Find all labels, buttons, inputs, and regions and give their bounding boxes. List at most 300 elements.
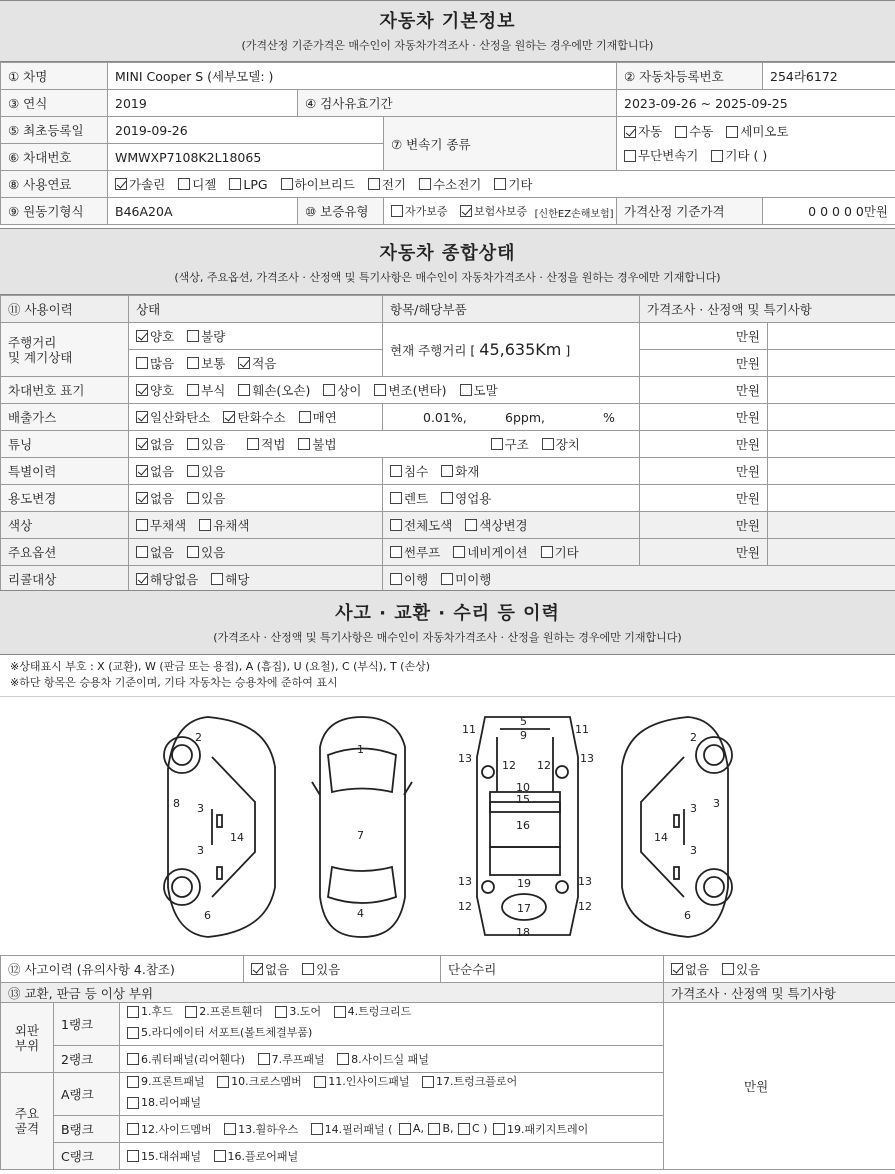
price-cell [763, 198, 895, 225]
part-num: 8 [173, 797, 180, 810]
emission-smoke-checkbox[interactable]: 매연 [299, 408, 337, 426]
usage-opts2 [383, 485, 640, 512]
checkbox-mark [127, 1053, 139, 1065]
checkbox-mark [127, 1097, 139, 1109]
warranty-self-checkbox[interactable]: 자가보증 [391, 203, 448, 219]
checkbox-mark [465, 519, 477, 531]
mileage-item [383, 323, 640, 377]
checkbox-mark [314, 1076, 326, 1088]
vin-damage-checkbox[interactable]: 훼손(오손) [238, 381, 310, 399]
options-opts [129, 539, 383, 566]
warranty-ins-checkbox[interactable]: 보험사보증 [460, 203, 527, 219]
part-num: 3 [197, 844, 204, 857]
checkbox-mark [238, 357, 250, 369]
checkbox-mark [187, 330, 199, 342]
part-num: 6 [204, 909, 211, 922]
fuel-hydrogen-checkbox[interactable]: 수소전기 [419, 175, 481, 193]
checkbox-mark [127, 1123, 139, 1135]
part-pillar-checkbox[interactable]: 14.필러패널 ( [311, 1121, 393, 1137]
checkbox-mark [224, 1123, 236, 1135]
checkbox-mark [453, 546, 465, 558]
vin-corrosion-checkbox[interactable]: 부식 [187, 381, 225, 399]
fuel-options [108, 171, 895, 198]
part-num: 3 [197, 802, 204, 815]
part-num: 4 [357, 907, 364, 920]
price-note-cell[interactable] [768, 485, 895, 512]
mileage-normal-checkbox[interactable]: 보통 [187, 354, 225, 372]
warranty-ins-name: [신한EZ손해보험] [534, 208, 614, 220]
frame-label: 주요 골격 [1, 1073, 54, 1170]
recall-notdone-checkbox[interactable]: 미이행 [441, 570, 491, 588]
checkbox-mark [187, 465, 199, 477]
vin-good-checkbox[interactable]: 양호 [136, 381, 174, 399]
color-change-checkbox[interactable]: 색상변경 [465, 516, 527, 534]
price-unit-cell: 만원 [640, 350, 768, 377]
part-num: 12 [458, 900, 472, 913]
vin-diff-checkbox[interactable]: 상이 [323, 381, 361, 399]
tuning-structure-checkbox[interactable]: 구조 [491, 435, 529, 453]
options-opts2 [383, 539, 640, 566]
parts-price-unit: 만원 [744, 1079, 769, 1094]
checkbox-mark [211, 573, 223, 585]
part-fender-checkbox[interactable]: 2.프론트휀더 [185, 1003, 263, 1021]
trans-auto-checkbox[interactable]: 자동 [624, 121, 662, 143]
part-floorpanel-checkbox[interactable]: 16.플로어패널 [214, 1148, 299, 1164]
part-num: 13 [578, 875, 592, 888]
part-quarter-checkbox[interactable]: 6.쿼터패널(리어휀다) [127, 1051, 245, 1067]
price-value: 0 0 0 0 0 [808, 204, 864, 219]
checkbox-mark [671, 963, 683, 975]
section-basic-title: 자동차 기본정보 [379, 11, 516, 32]
right-side-view [622, 717, 732, 937]
recall-done-checkbox[interactable]: 이행 [390, 570, 428, 588]
recall-opts2 [383, 566, 895, 593]
left-side-view [164, 717, 275, 937]
tuning-label: 튜닝 [1, 431, 129, 458]
options-none-checkbox[interactable]: 없음 [136, 543, 174, 561]
part-num: 18 [516, 926, 530, 939]
basic-info-table [0, 62, 895, 225]
part-num: 19 [517, 877, 531, 890]
simple-repair-opts [664, 956, 895, 983]
part-pillar-a-checkbox[interactable]: A, [399, 1122, 424, 1135]
fuel-gasoline-checkbox[interactable]: 가솔린 [115, 175, 165, 193]
part-num: 13 [580, 752, 594, 765]
checkbox-mark [229, 178, 241, 190]
car-diagram-svg [0, 697, 895, 955]
tuning-device-checkbox[interactable]: 장치 [542, 435, 580, 453]
usage-yes-checkbox[interactable]: 있음 [187, 489, 225, 507]
tuning-opts [129, 431, 640, 458]
part-num: 11 [575, 723, 589, 736]
checkbox-mark [187, 384, 199, 396]
vin-value: WMWXP7108K2L18065 [108, 144, 384, 171]
checkbox-mark [299, 411, 311, 423]
checkbox-mark [136, 546, 148, 558]
checkbox-mark [390, 519, 402, 531]
color-opts2 [383, 512, 640, 539]
checkbox-mark [127, 1150, 139, 1162]
part-num: 11 [462, 723, 476, 736]
part-num: 15 [516, 793, 530, 806]
checkbox-mark [624, 150, 636, 162]
price-note-cell[interactable] [768, 377, 895, 404]
mileage-good-checkbox[interactable]: 양호 [136, 327, 174, 345]
checkbox-mark [493, 1123, 505, 1135]
section-accident-title: 사고 · 교환 · 수리 등 이력 [335, 603, 560, 624]
checkbox-mark [127, 1006, 139, 1018]
checkbox-mark [422, 1076, 434, 1088]
year-value: 2019 [108, 90, 298, 117]
options-label: 주요옵션 [1, 539, 129, 566]
checkbox-mark [726, 126, 738, 138]
part-num: 1 [357, 743, 364, 756]
part-num: 10 [516, 781, 530, 794]
recall-label: 리콜대상 [1, 566, 129, 593]
part-hood-checkbox[interactable]: 1.후드 [127, 1003, 173, 1021]
usage-none-checkbox[interactable]: 없음 [136, 489, 174, 507]
checkbox-mark [368, 178, 380, 190]
part-num: 13 [458, 752, 472, 765]
vin-label: ⑥ 차대번호 [1, 144, 108, 171]
section-accident-header [0, 590, 895, 655]
legend-line1: ※상태표시 부호 : X (교환), W (판금 또는 용접), A (흠집), U (요철), C (부식), T (손상) [10, 660, 431, 673]
reg-no-value: 254라6172 [763, 63, 895, 90]
mileage-opts2 [129, 350, 383, 377]
section-accident-subtitle: (가격조사 · 산정액 및 특기사항은 매수인이 자동차가격조사 · 산정을 원하는 경우에만 기재합니다) [213, 631, 682, 644]
section-status-title: 자동차 종합상태 [379, 243, 516, 264]
fuel-label: ⑧ 사용연료 [1, 171, 108, 198]
year-label: ③ 연식 [1, 90, 108, 117]
checkbox-mark [390, 465, 402, 477]
h-price: 가격조사 · 산정액 및 특기사항 [640, 296, 895, 323]
price-unit-cell: 만원 [640, 431, 768, 458]
checkbox-mark [199, 519, 211, 531]
simple-yes-checkbox[interactable]: 있음 [722, 960, 760, 978]
rankC-label: C랭크 [54, 1143, 120, 1170]
checkbox-mark [136, 573, 148, 585]
checkbox-mark [374, 384, 386, 396]
part-num: 3 [713, 797, 720, 810]
color-full-paint-checkbox[interactable]: 전체도색 [390, 516, 452, 534]
mileage-low-checkbox[interactable]: 적음 [238, 354, 276, 372]
part-packagetray-checkbox[interactable]: 19.패키지트레이 [493, 1121, 588, 1137]
parts-price-header: 가격조사 · 산정액 및 특기사항 [664, 983, 895, 1003]
part-sidesill-checkbox[interactable]: 8.사이드실 패널 [337, 1051, 429, 1067]
color-achromatic-checkbox[interactable]: 무채색 [136, 516, 186, 534]
vin-painted-checkbox[interactable]: 도말 [460, 381, 498, 399]
price-note-cell[interactable] [768, 350, 895, 377]
part-num: 14 [230, 831, 244, 844]
checkbox-mark [281, 178, 293, 190]
legend-line2: ※하단 항목은 승용차 기준이며, 기타 자동차는 승용차에 준하여 표시 [10, 676, 338, 689]
part-rearpanel-checkbox[interactable]: 18.리어패널 [127, 1094, 201, 1112]
checkbox-mark [399, 1123, 411, 1135]
recall-none-checkbox[interactable]: 해당없음 [136, 570, 198, 588]
trans-manual-checkbox[interactable]: 수동 [675, 121, 713, 143]
part-num: 7 [357, 829, 364, 842]
fuel-diesel-checkbox[interactable]: 디젤 [178, 175, 216, 193]
usage-business-checkbox[interactable]: 영업용 [441, 489, 491, 507]
part-trunkfloor-checkbox[interactable]: 17.트렁크플로어 [422, 1073, 517, 1091]
special-label: 특별이력 [1, 458, 129, 485]
fuel-electric-checkbox[interactable]: 전기 [368, 175, 406, 193]
warranty-label: ⑩ 보증유형 [298, 198, 384, 225]
checkbox-mark [441, 465, 453, 477]
part-num: 3 [690, 844, 697, 857]
recall-opts [129, 566, 383, 593]
mileage-high-checkbox[interactable]: 많음 [136, 354, 174, 372]
checkbox-mark [390, 546, 402, 558]
checkbox-mark [258, 1053, 270, 1065]
part-num: 14 [654, 831, 668, 844]
inspect-label: ④ 검사유효기간 [298, 90, 617, 117]
checkbox-mark [136, 330, 148, 342]
checkbox-mark [391, 205, 403, 217]
rankA-label: A랭크 [54, 1073, 120, 1116]
h-item: 항목/해당부품 [383, 296, 640, 323]
checkbox-mark [136, 519, 148, 531]
part-crossmember-checkbox[interactable]: 10.크로스멤버 [217, 1073, 302, 1091]
emission-v2: 6ppm, [505, 409, 545, 425]
checkbox-mark [217, 1076, 229, 1088]
engine-value: B46A20A [108, 198, 298, 225]
emission-co-checkbox[interactable]: 일산화탄소 [136, 408, 210, 426]
price-note-cell[interactable] [768, 323, 895, 350]
mileage-value: 45,635Km [479, 340, 562, 359]
mileage-text: 현재 주행거리 [ [390, 343, 476, 358]
part-num: 17 [517, 902, 531, 915]
fuel-other-checkbox[interactable]: 기타 [494, 175, 532, 193]
part-num: 12 [578, 900, 592, 913]
checkbox-mark [460, 384, 472, 396]
fuel-lpg-checkbox[interactable]: LPG [229, 177, 267, 192]
parts-label: ⑬ 교환, 판금 등 이상 부위 [1, 983, 664, 1003]
first-reg-value: 2019-09-26 [108, 117, 384, 144]
car-name-value: MINI Cooper S (세부모델: ) [108, 63, 617, 90]
emission-v1: 0.01%, [423, 409, 467, 425]
mileage-bad-checkbox[interactable]: 불량 [187, 327, 225, 345]
part-num: 2 [195, 731, 202, 744]
checkbox-mark [187, 492, 199, 504]
inspect-value: 2023-09-26 ~ 2025-09-25 [617, 90, 895, 117]
price-unit-cell: 만원 [640, 404, 768, 431]
part-roof-checkbox[interactable]: 7.루프패널 [258, 1051, 325, 1067]
accident-yes-checkbox[interactable]: 있음 [302, 960, 340, 978]
checkbox-mark [136, 411, 148, 423]
h-history: ⑪ 사용이력 [1, 296, 129, 323]
part-insidepanel-checkbox[interactable]: 11.인사이드패널 [314, 1073, 409, 1091]
section-basic-subtitle: (가격산정 기준가격은 매수인이 자동차가격조사 · 산정을 원하는 경우에만 기재합니다) [241, 39, 654, 52]
checkbox-mark [494, 178, 506, 190]
checkbox-mark [441, 492, 453, 504]
parts-price-cell [664, 1003, 895, 1170]
price-note-cell[interactable] [768, 539, 895, 566]
checkbox-mark [541, 546, 553, 558]
rankC-items [120, 1143, 664, 1170]
trans-other-checkbox[interactable]: 기타 ( ) [711, 145, 767, 167]
vin-mark-label: 차대번호 표기 [1, 377, 129, 404]
vin-mark-opts [129, 377, 640, 404]
accident-opts [244, 956, 441, 983]
special-fire-checkbox[interactable]: 화재 [441, 462, 479, 480]
price-label: 가격산정 기준가격 [617, 198, 763, 225]
checkbox-mark [458, 1123, 470, 1135]
part-num: 5 [520, 715, 527, 728]
emission-opts [129, 404, 383, 431]
part-pillar-c-checkbox[interactable]: C ) [458, 1122, 487, 1135]
part-trunklid-checkbox[interactable]: 4.트렁크리드 [334, 1003, 412, 1021]
checkbox-mark [187, 546, 199, 558]
checkbox-mark [127, 1027, 139, 1039]
tuning-yes-checkbox[interactable]: 있음 [187, 435, 225, 453]
checkbox-mark [337, 1053, 349, 1065]
checkbox-mark [247, 438, 259, 450]
checkbox-mark [115, 178, 127, 190]
part-wheelhouse-checkbox[interactable]: 13.휠하우스 [224, 1121, 298, 1137]
car-name-label: ① 차명 [1, 63, 108, 90]
tuning-illegal-checkbox[interactable]: 불법 [298, 435, 336, 453]
options-other-checkbox[interactable]: 기타 [541, 543, 579, 561]
checkbox-mark [722, 963, 734, 975]
parts-table [0, 955, 895, 1170]
options-yes-checkbox[interactable]: 있음 [187, 543, 225, 561]
trans-options [617, 117, 895, 171]
part-num: 6 [684, 909, 691, 922]
checkbox-mark [491, 438, 503, 450]
price-unit-cell: 만원 [640, 485, 768, 512]
part-num: 3 [690, 802, 697, 815]
checkbox-mark [711, 150, 723, 162]
price-note-cell[interactable] [768, 431, 895, 458]
legend-notes [0, 655, 895, 697]
accident-none-checkbox[interactable]: 없음 [251, 960, 289, 978]
special-none-checkbox[interactable]: 없음 [136, 462, 174, 480]
price-unit: 만원 [863, 204, 888, 219]
rank2-label: 2랭크 [54, 1046, 120, 1073]
recall-yes-checkbox[interactable]: 해당 [211, 570, 249, 588]
checkbox-mark [136, 357, 148, 369]
checkbox-mark [251, 963, 263, 975]
checkbox-mark [542, 438, 554, 450]
checkbox-mark [214, 1150, 226, 1162]
emission-values [383, 404, 640, 431]
price-note-cell[interactable] [768, 458, 895, 485]
checkbox-mark [187, 357, 199, 369]
fuel-hybrid-checkbox[interactable]: 하이브리드 [281, 175, 355, 193]
part-frontpanel-checkbox[interactable]: 9.프론트패널 [127, 1073, 205, 1091]
checkbox-mark [187, 438, 199, 450]
checkbox-mark [390, 573, 402, 585]
emission-label: 배출가스 [1, 404, 129, 431]
color-opts [129, 512, 383, 539]
checkbox-mark [675, 126, 687, 138]
car-diagram [0, 697, 895, 955]
accident-label: ⑫ 사고이력 (유의사항 4.참조) [1, 956, 244, 983]
mileage-opts1 [129, 323, 383, 350]
vin-altered-checkbox[interactable]: 변조(변타) [374, 381, 446, 399]
checkbox-mark [311, 1123, 323, 1135]
h-state: 상태 [129, 296, 383, 323]
checkbox-mark [334, 1006, 346, 1018]
part-radiator-checkbox[interactable]: 5.라디에이터 서포트(볼트체결부품) [127, 1024, 312, 1042]
tuning-none-checkbox[interactable]: 없음 [136, 435, 174, 453]
emission-v3: % [603, 409, 615, 425]
color-label: 색상 [1, 512, 129, 539]
part-num: 9 [520, 729, 527, 742]
section-basic-header [0, 0, 895, 62]
checkbox-mark [127, 1076, 139, 1088]
rankA-items [120, 1073, 664, 1116]
rank1-items [120, 1003, 664, 1046]
simple-none-checkbox[interactable]: 없음 [671, 960, 709, 978]
checkbox-mark [275, 1006, 287, 1018]
part-door-checkbox[interactable]: 3.도어 [275, 1003, 321, 1021]
usage-rent-checkbox[interactable]: 렌트 [390, 489, 428, 507]
checkbox-mark [460, 205, 472, 217]
mileage-close: ] [565, 343, 571, 358]
outer-panel-label: 외판 부위 [1, 1003, 54, 1073]
part-pillar-b-checkbox[interactable]: B, [428, 1122, 453, 1135]
rank1-label: 1랭크 [54, 1003, 120, 1046]
checkbox-mark [298, 438, 310, 450]
checkbox-mark [136, 465, 148, 477]
checkbox-mark [323, 384, 335, 396]
simple-repair-label: 단순수리 [441, 956, 664, 983]
special-opts [129, 458, 383, 485]
checkbox-mark [624, 126, 636, 138]
color-chromatic-checkbox[interactable]: 유채색 [199, 516, 249, 534]
first-reg-label: ⑤ 최초등록일 [1, 117, 108, 144]
options-navi-checkbox[interactable]: 네비게이션 [453, 543, 527, 561]
trans-cvt-checkbox[interactable]: 무단변속기 [624, 145, 698, 167]
section-status-header [0, 228, 895, 295]
usage-label: 용도변경 [1, 485, 129, 512]
checkbox-mark [419, 178, 431, 190]
trans-label: ⑦ 변속기 종류 [384, 117, 617, 171]
checkbox-mark [302, 963, 314, 975]
warranty-options [384, 198, 617, 225]
checkbox-mark [185, 1006, 197, 1018]
price-unit-cell: 만원 [640, 512, 768, 539]
price-note-cell[interactable] [768, 404, 895, 431]
special-flood-checkbox[interactable]: 침수 [390, 462, 428, 480]
engine-label: ⑨ 원동기형식 [1, 198, 108, 225]
special-yes-checkbox[interactable]: 있음 [187, 462, 225, 480]
part-num: 2 [690, 731, 697, 744]
price-unit-cell: 만원 [640, 377, 768, 404]
checkbox-mark [136, 492, 148, 504]
checkbox-mark [223, 411, 235, 423]
rankB-items [120, 1116, 664, 1143]
usage-opts [129, 485, 383, 512]
checkbox-mark [441, 573, 453, 585]
checkbox-mark [390, 492, 402, 504]
price-note-cell[interactable] [768, 512, 895, 539]
part-dashpanel-checkbox[interactable]: 15.대쉬패널 [127, 1148, 201, 1164]
trans-semi-checkbox[interactable]: 세미오토 [726, 121, 788, 143]
status-table [0, 295, 895, 593]
part-num: 16 [516, 819, 530, 832]
special-opts2 [383, 458, 640, 485]
emission-hc-checkbox[interactable]: 탄화수소 [223, 408, 285, 426]
options-sunroof-checkbox[interactable]: 썬루프 [390, 543, 440, 561]
part-sidemember-checkbox[interactable]: 12.사이드멤버 [127, 1121, 212, 1137]
mileage-label: 주행거리 및 계기상태 [1, 323, 129, 377]
checkbox-mark [136, 438, 148, 450]
checkbox-mark [428, 1123, 440, 1135]
tuning-legal-checkbox[interactable]: 적법 [247, 435, 285, 453]
